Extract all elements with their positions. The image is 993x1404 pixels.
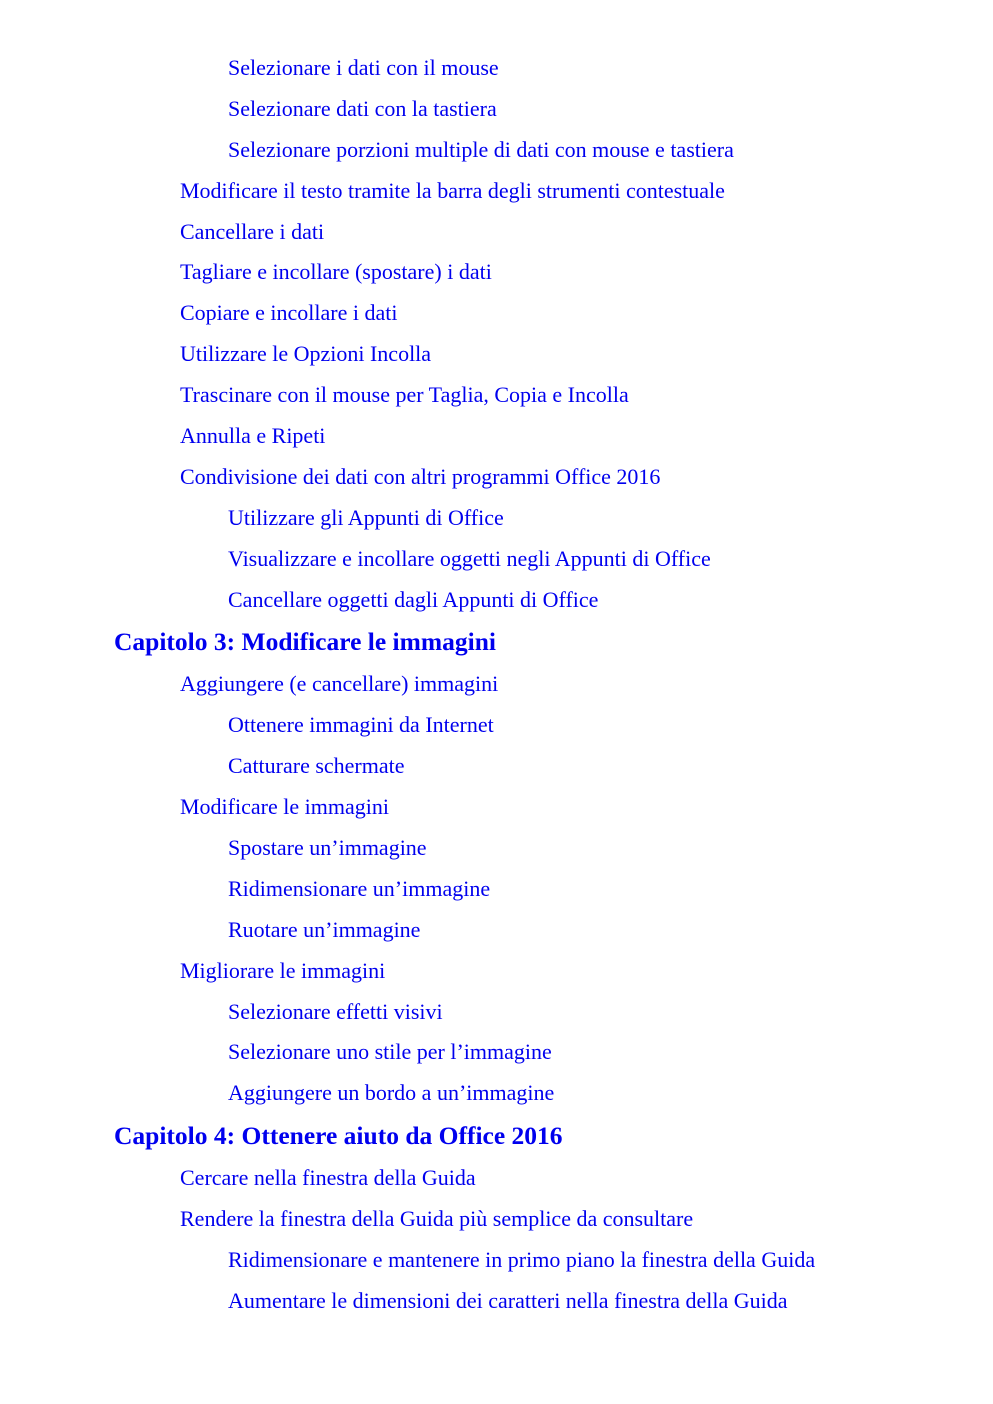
toc-section-link[interactable]: Modificare il testo tramite la barra degli strumenti contestuale bbox=[180, 177, 725, 203]
toc-section-link[interactable]: Trascinare con il mouse per Taglia, Copia e Incolla bbox=[180, 382, 629, 408]
table-of-contents bbox=[0, 56, 993, 1330]
toc-entry[interactable]: Ridimensionare e mantenere in primo piano la finestra della Guida bbox=[228, 1247, 816, 1273]
toc-entry[interactable]: Selezionare i dati con il mouse bbox=[228, 55, 499, 80]
toc-section-link[interactable]: Cancellare i dati bbox=[180, 218, 325, 244]
toc-entry[interactable]: Ridimensionare un’immagine bbox=[228, 875, 491, 901]
toc-entry[interactable]: Aggiungere un bordo a un’immagine bbox=[228, 1080, 555, 1106]
toc-section-link[interactable]: Rendere la finestra della Guida più semplice da consultare bbox=[180, 1206, 694, 1232]
toc-section-link[interactable]: Modificare le immagini bbox=[180, 794, 389, 820]
toc-entry[interactable]: Ottenere immagini da Internet bbox=[228, 712, 494, 738]
toc-section-link[interactable]: Copiare e incollare i dati bbox=[180, 300, 398, 326]
toc-entry[interactable]: Selezionare uno stile per l’immagine bbox=[228, 1039, 552, 1065]
toc-entry[interactable]: Catturare schermate bbox=[228, 753, 405, 779]
toc-entry[interactable]: Ruotare un’immagine bbox=[228, 916, 421, 942]
toc-entry[interactable]: Selezionare porzioni multiple di dati con mouse e tastiera bbox=[228, 136, 734, 162]
toc-section-link[interactable]: Utilizzare le Opzioni Incolla bbox=[180, 341, 432, 367]
toc-section-link[interactable]: Tagliare e incollare (spostare) i dati bbox=[180, 259, 492, 285]
toc-section-link[interactable]: Migliorare le immagini bbox=[180, 957, 386, 983]
toc-entry[interactable]: Selezionare effetti visivi bbox=[228, 998, 443, 1024]
toc-entry[interactable]: Utilizzare gli Appunti di Office bbox=[228, 504, 504, 530]
toc-entry[interactable]: Selezionare dati con la tastiera bbox=[228, 95, 497, 121]
toc-entry[interactable]: Visualizzare e incollare oggetti negli Appunti di Office bbox=[228, 545, 711, 571]
toc-section-link[interactable]: Annulla e Ripeti bbox=[180, 423, 326, 449]
toc-entry[interactable]: Aumentare le dimensioni dei caratteri nella finestra della Guida bbox=[228, 1287, 788, 1313]
toc-chapter-heading[interactable]: Capitolo 4: Ottenere aiuto da Office 2016 bbox=[114, 1121, 563, 1151]
toc-section-link[interactable]: Condivisione dei dati con altri programmi Office 2016 bbox=[180, 463, 661, 489]
toc-chapter-heading[interactable]: Capitolo 3: Modificare le immagini bbox=[114, 627, 496, 657]
toc-entry[interactable]: Cancellare oggetti dagli Appunti di Office bbox=[228, 586, 599, 612]
toc-entry[interactable]: Spostare un’immagine bbox=[228, 835, 427, 861]
toc-section-link[interactable]: Cercare nella finestra della Guida bbox=[180, 1165, 476, 1191]
toc-section-link[interactable]: Aggiungere (e cancellare) immagini bbox=[180, 671, 499, 697]
